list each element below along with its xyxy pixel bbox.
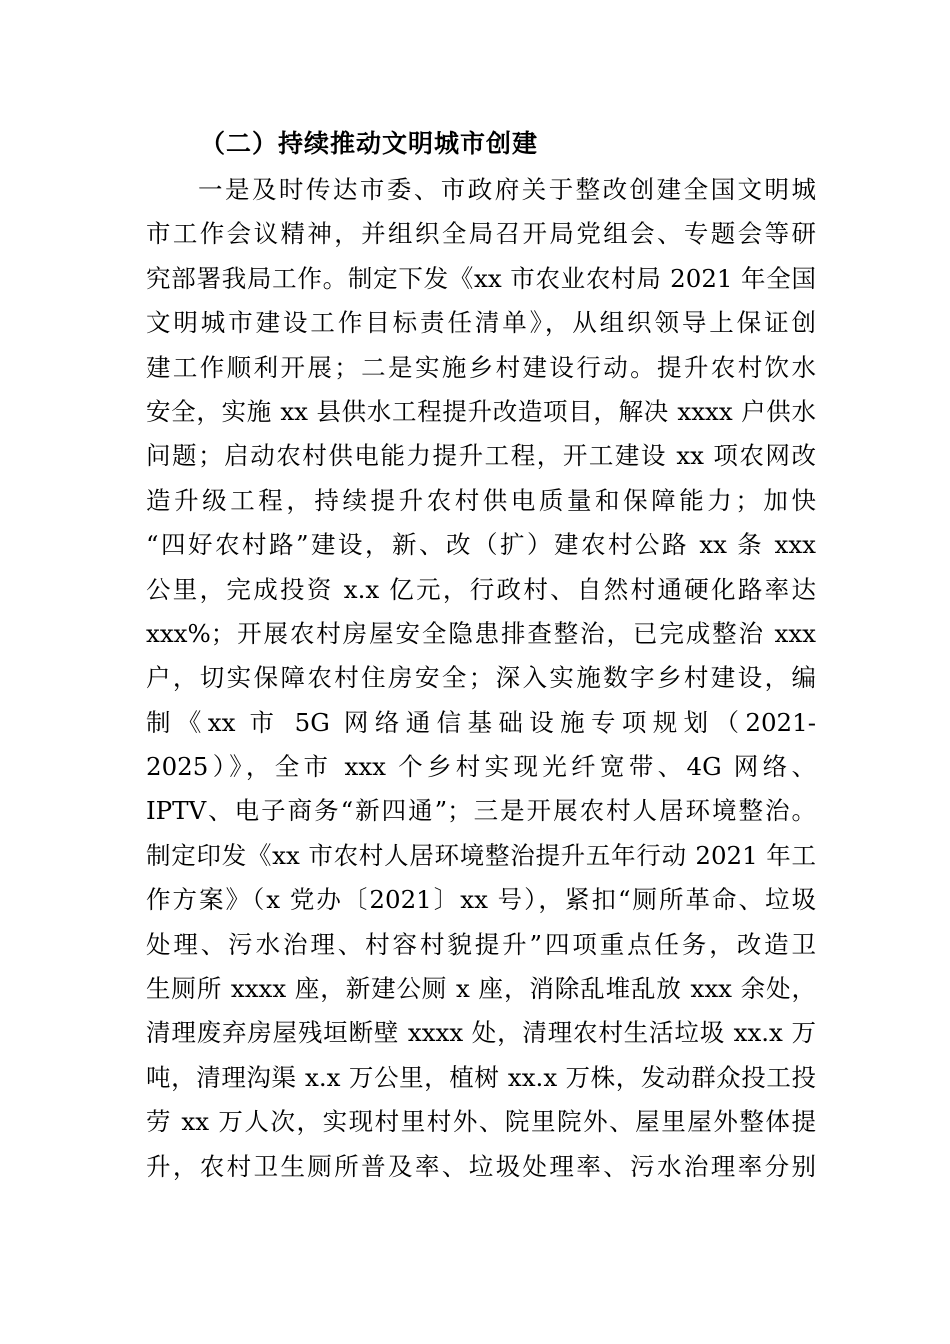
text-line: IPTV、电子商务“新四通”；三是开展农村人居环境整治。 xyxy=(146,796,816,826)
text-line: 公里，完成投资 x.x 亿元，行政村、自然村通硬化路率达 xyxy=(146,574,816,604)
text-line: 问题；启动农村供电能力提升工程，开工建设 xx 项农网改 xyxy=(146,441,816,471)
text-line: 吨，清理沟渠 x.x 万公里，植树 xx.x 万株，发动群众投工投 xyxy=(146,1062,816,1092)
text-line: 户，切实保障农村住房安全；深入实施数字乡村建设，编 xyxy=(146,663,816,693)
text-line: 作方案》（x 党办〔2021〕xx 号），紧扣“厕所革命、垃圾 xyxy=(146,885,816,915)
text-line: 处理、污水治理、村容村貌提升”四项重点任务，改造卫 xyxy=(146,929,816,959)
text-line: 一是及时传达市委、市政府关于整改创建全国文明城 xyxy=(198,175,816,204)
text-line: 2025）》，全市 xxx 个乡村实现光纤宽带、4G 网络、 xyxy=(146,752,816,782)
text-line: 建工作顺利开展；二是实施乡村建设行动。提升农村饮水 xyxy=(146,352,816,382)
text-line: 制定印发《xx 市农村人居环境整治提升五年行动 2021 年工 xyxy=(146,840,816,870)
text-line: 清理废弃房屋残垣断壁 xxxx 处，清理农村生活垃圾 xx.x 万 xyxy=(146,1018,816,1048)
text-line: 市工作会议精神，并组织全局召开局党组会、专题会等研 xyxy=(146,219,816,249)
text-line: xxx%；开展农村房屋安全隐患排查整治，已完成整治 xxx xyxy=(146,618,816,648)
text-line: 升，农村卫生厕所普及率、垃圾处理率、污水治理率分别 xyxy=(146,1151,816,1181)
text-line: 制《xx 市 5G 网络通信基础设施专项规划（2021- xyxy=(146,707,816,737)
text-line: “四好农村路”建设，新、改（扩）建农村公路 xx 条 xxx xyxy=(146,530,816,560)
text-line: 究部署我局工作。制定下发《xx 市农业农村局 2021 年全国 xyxy=(146,263,816,293)
section-heading: （二）持续推动文明城市创建 xyxy=(200,129,539,158)
text-line: 文明城市建设工作目标责任清单》，从组织领导上保证创 xyxy=(146,308,816,338)
text-line: 生厕所 xxxx 座，新建公厕 x 座，消除乱堆乱放 xxx 余处， xyxy=(146,974,816,1004)
body-paragraph xyxy=(146,168,816,1189)
text-line: 安全，实施 xx 县供水工程提升改造项目，解决 xxxx 户供水 xyxy=(146,396,816,426)
text-line: 劳 xx 万人次，实现村里村外、院里院外、屋里屋外整体提 xyxy=(146,1107,816,1137)
text-line: 造升级工程，持续提升农村供电质量和保障能力；加快 xyxy=(146,485,816,515)
